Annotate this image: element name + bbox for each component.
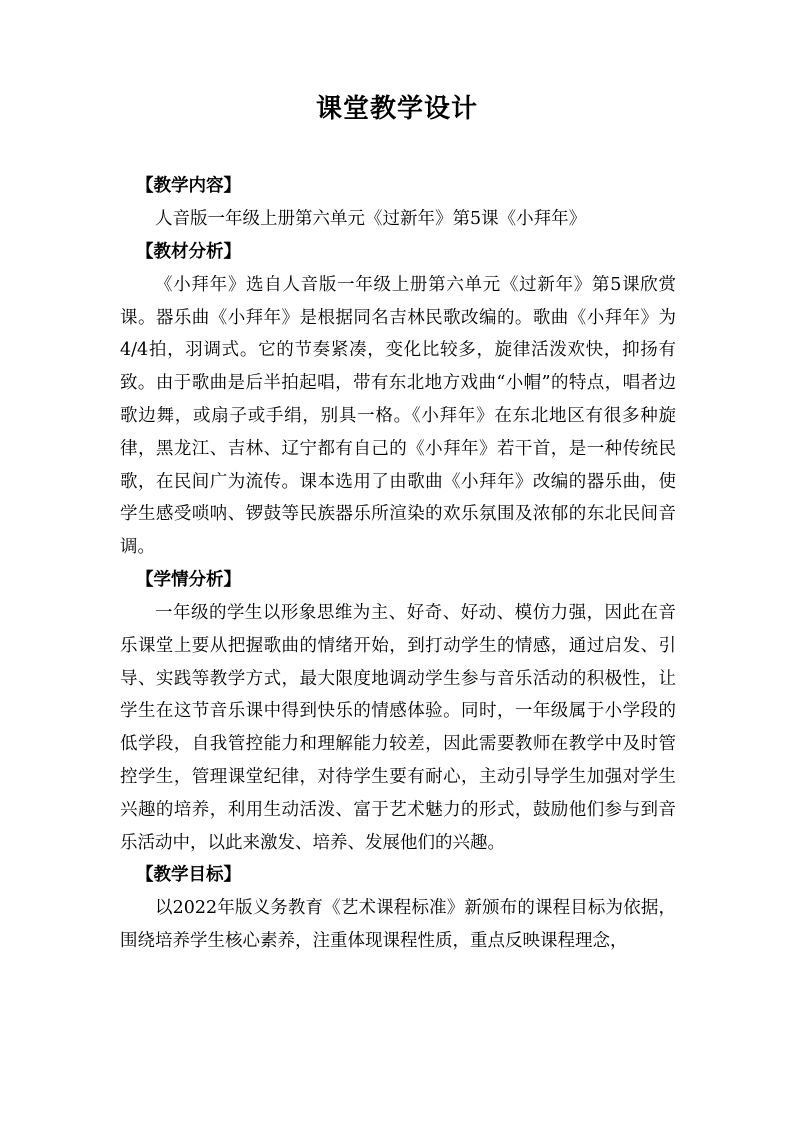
section-teaching-content: [120, 170, 676, 236]
section-text: 一年级的学生以形象思维为主、好奇、好动、模仿力强，因此在音乐课堂上要从把握歌曲的情绪开始，到打动学生的情感，通过启发、引导、实践等教学方式，最大限度地调动学生参与音乐活动的积极性，让学生在这节音乐课中得到快乐的情感体验。同时，一年级属于小学段的低学段，自我管控能力和理解能力较差，因此需要教师在教学中及时管控学生，管理课堂纪律，对待学生要有耐心，主动引导学生加强对学生兴趣的培养，利用生动活泼、富于艺术魅力的形式，鼓励他们参与到音乐活动中，以此来激发、培养、发展他们的兴趣。: [120, 602, 676, 853]
document-body: [120, 170, 676, 958]
section-textbook-analysis: [120, 236, 676, 564]
page-title: 课堂教学设计: [315, 94, 478, 124]
section-text: 人音版一年级上册第六单元《过新年》第5课《小拜年》: [155, 209, 587, 229]
section-heading: 【教学目标】: [136, 865, 241, 886]
section-student-analysis: [120, 564, 676, 859]
section-teaching-goals: [120, 859, 676, 958]
section-heading: 【教学内容】: [136, 176, 241, 196]
section-heading: 【教材分析】: [136, 241, 241, 262]
section-text: 以2022年版义务教育《艺术课程标准》新颁布的课程目标为依据，围绕培养学生核心素养，注重体现课程性质，重点反映课程理念，: [120, 898, 676, 952]
section-heading: 【学情分析】: [136, 569, 241, 590]
section-text: 《小拜年》选自人音版一年级上册第六单元《过新年》第5课欣赏课。器乐曲《小拜年》是根据同名吉林民歌改编的。歌曲《小拜年》为4/4拍，羽调式。它的节奏紧凑，变化比较多，旋律活泼欢快，抑扬有致。由于歌曲是后半拍起唱，带有东北地方戏曲“小帽”的特点，唱者边歌边舞，或扇子或手绢，别具一格。《小拜年》在东北地区有很多种旋律，黑龙江、吉林、辽宁都有自己的《小拜年》若干首，是一种传统民歌，在民间广为流传。课本选用了由歌曲《小拜年》改编的器乐曲，使学生感受唢呐、锣鼓等民族器乐所渲染的欢乐氛围及浓郁的东北民间音调。: [120, 274, 676, 558]
